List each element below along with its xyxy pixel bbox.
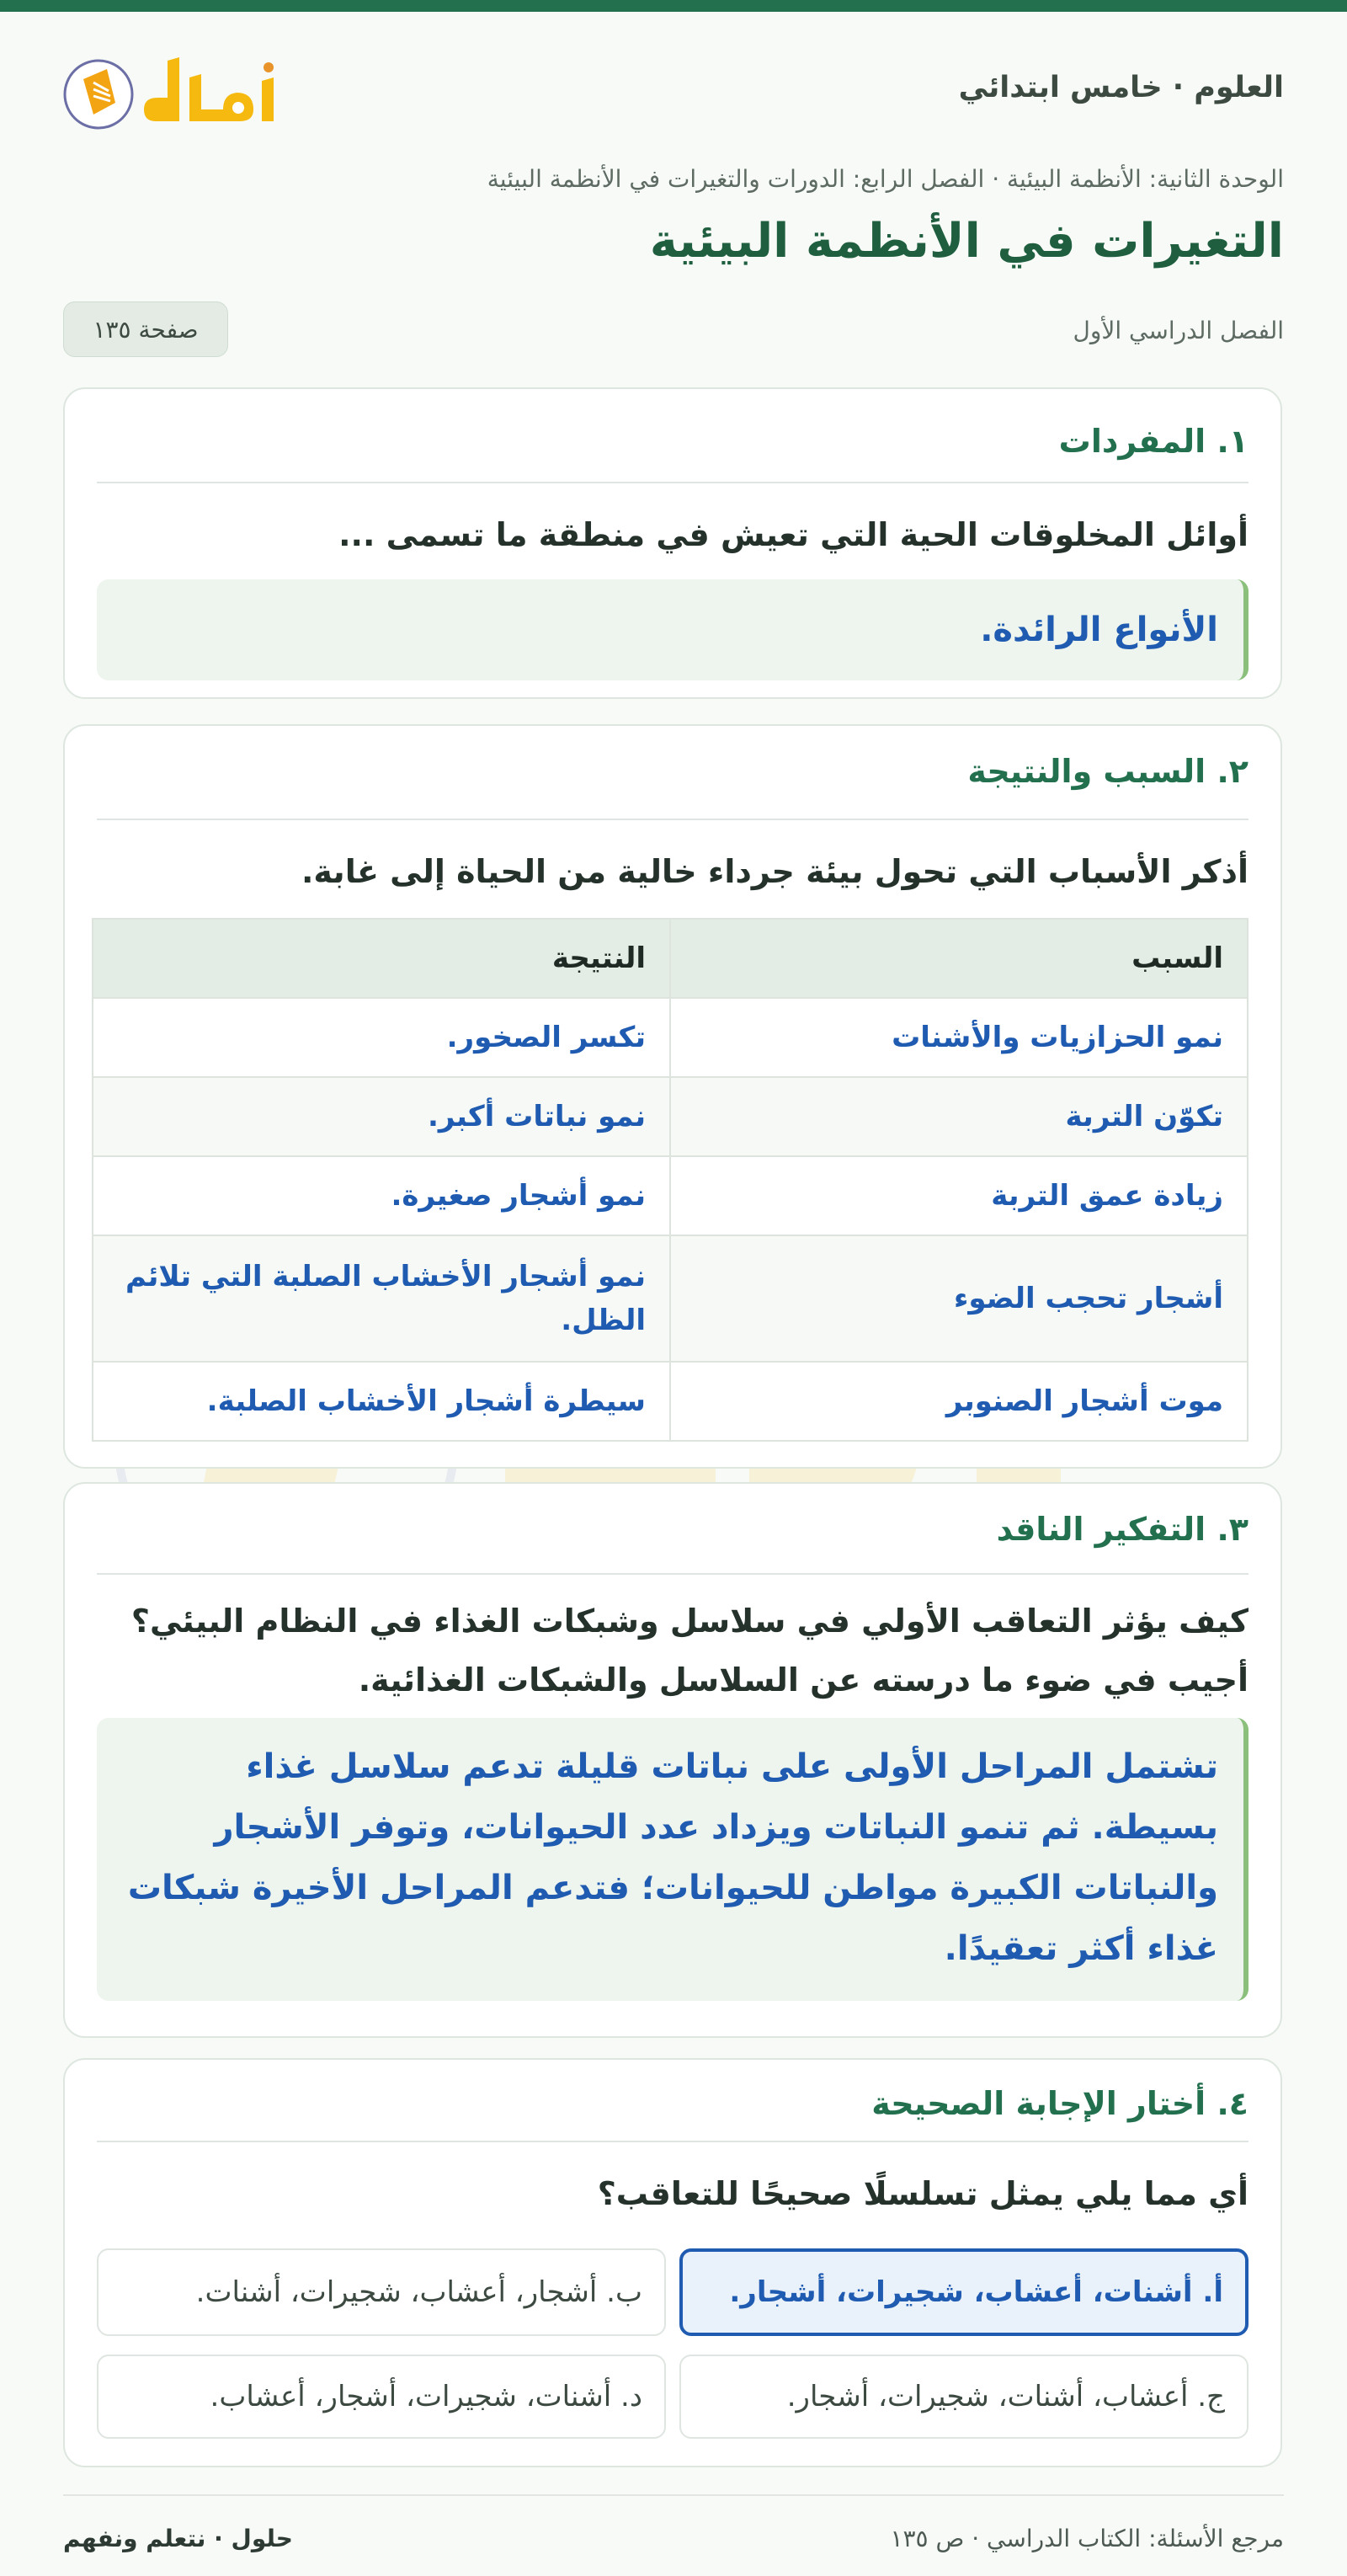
term-label: الفصل الدراسي الأول <box>1073 317 1284 344</box>
subject-label: العلوم · خامس ابتدائي <box>958 71 1284 104</box>
effect-cell: نمو نباتات أكبر. <box>93 1077 670 1156</box>
cause-cell: تكوّن التربة <box>670 1077 1248 1156</box>
mcq-option-b[interactable]: ب. أشجار، أعشاب، شجيرات، أشنات. <box>97 2248 666 2336</box>
mcq-option-c[interactable]: ج. أعشاب، أشنات، شجيرات، أشجار. <box>679 2355 1249 2439</box>
section-divider <box>97 482 1249 483</box>
mcq-option-a[interactable]: أ. أشنات، أعشاب، شجيرات، أشجار. <box>679 2248 1249 2336</box>
effect-cell: نمو أشجار صغيرة. <box>93 1156 670 1235</box>
cause-effect-table <box>92 918 1249 1442</box>
mcq-card <box>63 2058 1282 2467</box>
vocab-card <box>63 387 1282 699</box>
vocab-question: أوائل المخلوقات الحية التي تعيش في منطقة ما تسمى ... <box>338 516 1249 553</box>
table-row <box>93 1235 1248 1362</box>
cause-cell: نمو الحزازيات والأشنات <box>670 998 1248 1077</box>
effect-cell: نمو أشجار الأخشاب الصلبة التي تلائم الظل. <box>93 1235 670 1362</box>
effect-cell: تكسر الصخور. <box>93 998 670 1077</box>
effect-column-header: النتيجة <box>93 919 670 998</box>
cause-cell: أشجار تحجب الضوء <box>670 1235 1248 1362</box>
mcq-question: أي مما يلي يمثل تسلسلًا صحيحًا للتعاقب؟ <box>597 2175 1249 2212</box>
critical-answer: تشتمل المراحل الأولى على نباتات قليلة تدعم سلاسل غذاء بسيطة. ثم تنمو النباتات ويزداد عدد الحيوانات، وتوفر الأشجار والنباتات الكبيرة مواطن للحيوانات؛ فتدعم المراحل الأخيرة شبكات غذاء أكثر تعقيدًا. <box>127 1747 1218 1968</box>
top-accent-bar <box>0 0 1347 12</box>
critical-thinking-card <box>63 1482 1282 2038</box>
vocab-answer: الأنواع الرائدة. <box>980 611 1218 649</box>
cause-cell: موت أشجار الصنوبر <box>670 1362 1248 1441</box>
logo-icon <box>63 44 290 145</box>
table-row <box>93 998 1248 1077</box>
page-title: التغيرات في الأنظمة البيئية <box>649 214 1284 269</box>
breadcrumb: الوحدة الثانية: الأنظمة البيئية · الفصل الرابع: الدورات والتغيرات في الأنظمة البيئية <box>487 165 1284 193</box>
critical-answer-box <box>97 1718 1249 2001</box>
section-divider <box>97 2141 1249 2142</box>
page-number-badge: صفحة ١٣٥ <box>63 301 228 357</box>
mcq-section-title: ٤. أختار الإجابة الصحيحة <box>871 2085 1249 2122</box>
section-divider <box>97 1573 1249 1575</box>
footer-divider <box>63 2494 1284 2496</box>
cause-effect-question: أذكر الأسباب التي تحول بيئة جرداء خالية من الحياة إلى غابة. <box>301 853 1249 890</box>
table-row <box>93 1362 1248 1441</box>
mcq-option-d[interactable]: د. أشنات، شجيرات، أشجار، أعشاب. <box>97 2355 666 2439</box>
cause-column-header: السبب <box>670 919 1248 998</box>
cause-effect-section-title: ٢. السبب والنتيجة <box>967 753 1249 790</box>
effect-cell: سيطرة أشجار الأخشاب الصلبة. <box>93 1362 670 1441</box>
vocab-section-title: ١. المفردات <box>1058 423 1249 460</box>
table-row <box>93 1156 1248 1235</box>
critical-section-title: ٣. التفكير الناقد <box>996 1511 1249 1548</box>
footer-brand: حلول · نتعلم ونفهم <box>63 2525 293 2552</box>
table-row <box>93 1077 1248 1156</box>
halol-logo[interactable] <box>63 44 290 145</box>
cause-effect-card <box>63 724 1282 1469</box>
table-header-row <box>93 919 1248 998</box>
critical-question: كيف يؤثر التعاقب الأولي في سلاسل وشبكات الغذاء في النظام البيئي؟ أجيب في ضوء ما درسته عن السلاسل والشبكات الغذائية. <box>130 1603 1249 1699</box>
cause-cell: زيادة عمق التربة <box>670 1156 1248 1235</box>
footer-reference: مرجع الأسئلة: الكتاب الدراسي · ص ١٣٥ <box>890 2525 1284 2552</box>
vocab-answer-box <box>97 579 1249 680</box>
section-divider <box>97 819 1249 820</box>
